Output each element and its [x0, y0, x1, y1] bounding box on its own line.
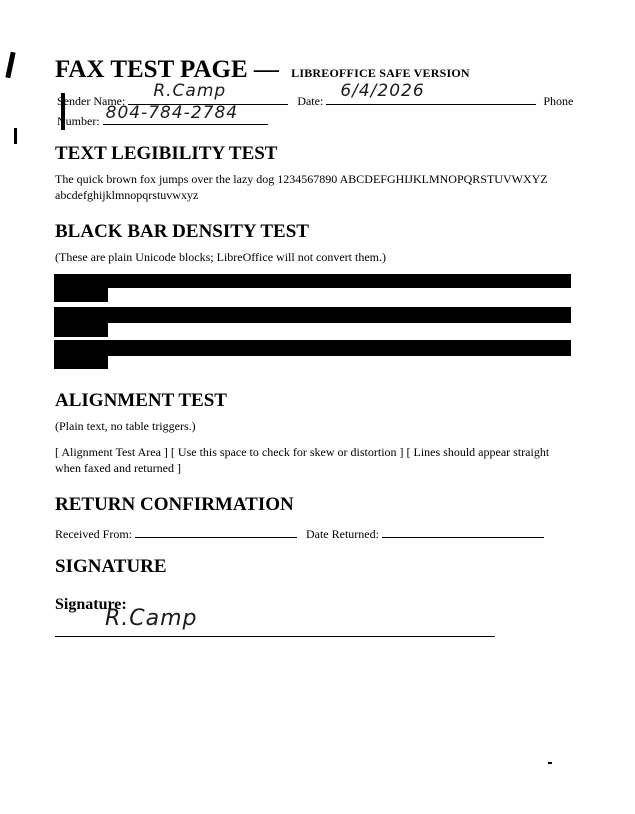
- black-bar-heading: BLACK BAR DENSITY TEST: [55, 221, 309, 242]
- received-from-label: Received From:: [55, 527, 132, 541]
- alignment-heading: ALIGNMENT TEST: [55, 390, 227, 411]
- scan-speck: [548, 762, 552, 764]
- date-value: 6/4/2026: [340, 81, 425, 101]
- scan-mark-top: [5, 52, 15, 78]
- density-bar-full: [54, 307, 571, 323]
- number-label: Number:: [57, 114, 100, 128]
- alignment-text: [ Alignment Test Area ] [ Use this space to check for skew or distortion ] [ Lines should appear straight when faxed and returned ]: [55, 445, 550, 475]
- alignment-note: (Plain text, no table triggers.): [55, 419, 196, 433]
- return-heading: RETURN CONFIRMATION: [55, 494, 294, 515]
- density-bar-short: [54, 288, 108, 302]
- legibility-heading: TEXT LEGIBILITY TEST: [55, 143, 278, 164]
- number-field[interactable]: [103, 103, 268, 125]
- date-label: Date:: [297, 94, 324, 108]
- density-bar-full: [54, 274, 571, 288]
- return-row: [55, 523, 544, 542]
- signature-value: R.Camp: [105, 606, 198, 631]
- date-returned-label: Date Returned:: [305, 527, 379, 541]
- sender-label: Sender Name:: [57, 94, 126, 108]
- sender-value: R.Camp: [153, 81, 227, 101]
- signature-line[interactable]: [55, 636, 495, 637]
- title-dash: —: [253, 56, 279, 83]
- number-value: 804-784-2784: [105, 103, 239, 123]
- legibility-text: The quick brown fox jumps over the lazy dog 1234567890 ABCDEFGHIJKLMNOPQRSTUVWXYZ abcdefghijklmnopqrstuvwxyz: [55, 172, 548, 202]
- signature-label: Signature:: [55, 596, 127, 613]
- density-bar-full: [54, 340, 571, 356]
- title-subtitle: LIBREOFFICE SAFE VERSION: [291, 66, 470, 80]
- phone-label: Phone: [543, 94, 574, 108]
- black-bar-note: (These are plain Unicode blocks; LibreOffice will not convert them.): [55, 250, 386, 264]
- received-from-field[interactable]: [135, 523, 297, 538]
- density-bar-short: [54, 323, 108, 337]
- title-text: FAX TEST PAGE: [55, 56, 248, 83]
- date-returned-field[interactable]: [382, 523, 544, 538]
- page-title: [55, 56, 470, 84]
- number-row: [57, 103, 268, 129]
- signature-heading: SIGNATURE: [55, 556, 167, 577]
- date-field[interactable]: [326, 81, 536, 105]
- density-bar-short: [54, 356, 108, 369]
- scan-mark-middle: [14, 128, 17, 144]
